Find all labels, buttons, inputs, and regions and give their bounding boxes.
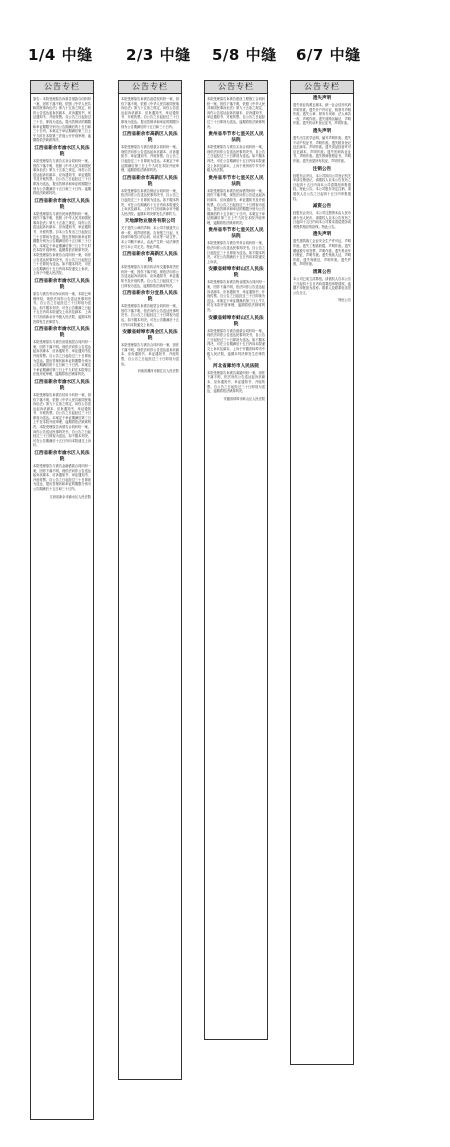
notice-section <box>33 327 91 377</box>
notice-signature: 江西省新余市渝水区人民法院 <box>49 494 91 499</box>
notice-column-3 <box>204 80 268 1040</box>
notice-section <box>33 451 91 492</box>
notice-section <box>33 97 91 143</box>
column-body <box>205 94 267 403</box>
column-body <box>31 94 93 501</box>
notice-text: 遗失建筑施工企业安全生产许可证，声明作废。遗失工程款收据，声明作废。遗失增值税专用发票，声明作废。遗失机动车行驶证，声明作废。遗失残疾人证，声明作废。遗失驾驶证，声明作废。遗失护照，声明作废。 <box>293 239 351 267</box>
notice-title: 河北省廊坊市人民法院 <box>213 363 259 369</box>
column-heading-3: 5/8 中缝 <box>212 46 277 64</box>
column-header: 公告专栏 <box>119 81 181 94</box>
notice-text: 本院受理原告与被告借款合同纠纷一案，现依法向你公告送达起诉状副本、应诉通知书、举证通知书、开庭传票。自公告之日起经过三十日即视为送达。本案定于举证期满后第三日上午九时在本院开庭审理，逾期将依法缺席判决。 <box>121 145 179 173</box>
notice-text: 本院受理原告诉被告物业服务合同纠纷一案，因你下落不明，依法向你公告送达起诉状副本、应诉通知书、举证通知书、开庭传票。自公告之日起经过三十日即视为送达。本案定于举证期满后第三日上午九时在本院开庭审理，逾期将依法缺席判决。 <box>207 280 265 312</box>
notice-text: 本院受理原告与被告劳务合同纠纷一案，依法向你公告送达民事判决书。自公告之日起经过三十日即视为送达。如不服本判决，可在公告期满后十五日内向本院递交上诉状。 <box>207 241 265 264</box>
notice-title: 注销公告 <box>312 166 332 172</box>
notice-section <box>293 204 351 229</box>
notice-text: 本院受理原告与被告借款合同纠纷一案，现依法向你公告送达民事判决书，自公告之日起经过三十日即视为送达。如不服本判决，可在公告期满后十五日内向本院递交上诉状及副本，上诉于安徽省蚌埠市中级人民法院，逾期本判决即发生法律效力。 <box>207 328 265 361</box>
notice-text: 本院受理原告与被告买卖合同纠纷一案，因你下落不明，依照《中华人民共和国民事诉讼法》第九十五条之规定，向你公告送达起诉状副本、应诉通知书、举证通知书及开庭传票。自公告之日起经过三十日即视为送达，提出答辩状和举证的期限分别为公告期满后十五日和三十日内。逾期将依法缺席判决。 <box>33 158 91 196</box>
notice-section <box>33 279 91 324</box>
notice-section <box>207 316 265 361</box>
notice-section <box>121 176 179 217</box>
notice-title: 江西省新余市分宜县人民法院 <box>122 291 178 303</box>
notice-title: 江西省新余市渝水区人民法院 <box>34 198 90 210</box>
notice-text: 本院受理原告诉被告追偿权纠纷一案，因你下落不明，依照《中华人民共和国民事诉讼法》第九十五条之规定，向你公告送达起诉状副本、应诉通知书、举证通知书、开庭传票。自公告之日起经过三十日即视为送达。提出答辩状和举证的期限分别为公告期满后的十五日和三十日内。 <box>121 97 179 129</box>
notice-column-4 <box>290 80 354 1065</box>
notice-section <box>33 380 91 448</box>
notice-section <box>293 96 351 126</box>
notice-title: 江西省新余市高新区人民法院 <box>122 132 178 144</box>
notice-section <box>33 199 91 276</box>
notice-section <box>121 330 179 366</box>
notice-text: 本院受理原告诉被告租赁合同纠纷一案，因你下落不明，依法向你公告送达民事判决书。自公告之日起经过三十日即视为送达。如不服本判决，可在公告期满后十五日内向本院递交上诉状。 <box>121 304 179 327</box>
notice-title: 江西省新余市渝水区人民法院 <box>34 145 90 157</box>
notice-text: 本院受理原告诉被告信用卡纠纷一案，因你下落不明，依照《中华人民共和国民事诉讼法》第九十五条之规定，向你公告送达起诉状副本、应诉通知书、举证通知书、开庭传票。自公告之日起经过三十日即视为送达。本案定于举证期满后第三日上午在本院开庭审理，逾期将依法缺席判决。本院受理原告诉被告合同纠纷一案，向你公告送达民事判决书，自公告之日起经过三十日即视为送达。如不服本判决，可在公告期满后十五日内向本院递交上诉状。 <box>33 392 91 448</box>
notice-title: 江西省新余市渝水区人民法院 <box>34 279 90 290</box>
notice-section <box>121 132 179 173</box>
notice-title: 安徽省蚌埠市蚌山区人民法院 <box>208 267 264 279</box>
notice-section <box>121 219 179 249</box>
notice-title: 江西省新余市渝水区人民法院 <box>34 451 90 463</box>
notice-title: 江西省新余市渝水区人民法院 <box>34 379 90 391</box>
notice-title: 贵州省毕节市七星关区人民法院 <box>208 228 264 240</box>
notice-title: 江西省新余市渝水区人民法院 <box>34 327 90 339</box>
notice-title: 贵州省毕节市七星关区人民法院 <box>208 132 264 144</box>
notice-section <box>121 291 179 327</box>
column-header: 公告专栏 <box>291 81 353 94</box>
notice-section <box>207 176 265 226</box>
notice-text: 本院受理原告诉被告建设工程施工合同纠纷一案，因你下落不明，依照《中华人民共和国民事诉讼法》第九十五条之规定，向你公告送达起诉状副本、应诉通知书、举证通知书、开庭传票。自公告之日起经过三十日即视为送达，逾期将依法缺席判决。 <box>207 97 265 129</box>
notice-section <box>121 252 179 288</box>
column-header: 公告专栏 <box>205 81 267 94</box>
notice-text: 关于遗失公章的声明：本公司不慎遗失公章一枚，现声明作废。自登报之日起，凡持该印章签订的合同、协议等一切文件，本公司概不承认，由此产生的一切法律责任与本公司无关。特此声明。 <box>121 226 179 249</box>
notice-signature: 特此公告 <box>338 298 351 303</box>
notice-section <box>207 132 265 173</box>
notice-text: 本院受理原告诉被告保证合同纠纷一案，依法向你公告送达民事判决书，自公告之日起经过三十日即视为送达。如不服本判决，可在公告期满后十五日内向本院递交上诉状及副本，上诉于江西省新余市中级人民法院。逾期本判决即发生法律效力。 <box>121 188 179 216</box>
notice-section <box>121 97 179 129</box>
notice-section <box>207 364 265 394</box>
notice-title: 安徽省蚌埠市蚌山区人民法院 <box>208 315 264 327</box>
notice-title: 江西省新余市高新区人民法院 <box>122 252 178 264</box>
notice-text: 遗失营业执照正副本，统一社会信用代码声明作废。遗失开户许可证，核准号声明作废。遗失公章、财务专用章、法人章各一枚，声明作废。遗失道路运输证，声明作废。遗失机动车登记证书，声明作废。 <box>293 103 351 126</box>
notice-text: 遗失出生医学证明，编号声明作废。遗失不动产权证书，声明作废。遗失税务登记证正副本，声明作废。遗失食品经营许可证正副本，声明作废。遗失医师执业证书，声明作废。遗失教师资格证书，声明作废。遗失房屋所有权证，声明作废。 <box>293 135 351 163</box>
notice-text: 原告：本院受理原告诉被告借款合同纠纷一案，因你下落不明，依照《中华人民共和国民事诉讼法》第九十五条之规定，向你公告送达起诉状副本、应诉通知书、举证通知书、开庭传票。自公告之日起经过三十日，即视为送达。提出答辩状的期限和举证期限分别为公告期满后的十五日和三十日内。本案定于举证期满后第三日上午九时在本院第三法庭公开开庭审理，逾期将依法缺席判决。 <box>33 97 91 143</box>
notice-section <box>207 228 265 264</box>
notice-text: 经股东会决议，本公司拟向公司登记机关申请注销登记，请债权人自本公告发布之日起四十五日内向本公司清算组申报债权。特此公告。本公司股东决定注销，请债权人自公告之日起四十五日内申报债权。 <box>293 173 351 201</box>
notice-title: 遗失声明 <box>312 128 332 134</box>
notice-title: 安徽省蚌埠市禹会区人民法院 <box>122 330 178 342</box>
notice-text: 原告与被告劳动争议纠纷一案，本院已审理终结，现依法向你公告送达民事判决书。自公告之日起经过三十日即视为送达。如不服本判决，可在公告期满之日起十五日内向本院递交上诉状及副本，上诉于江西省新余市中级人民法院，逾期本判决即发生法律效力。 <box>33 292 91 324</box>
notice-text: 本院受理原告诉被告民间借贷纠纷一案，因你下落不明，现依法向你公告送达起诉状副本、应诉通知书、举证通知书及开庭传票。自公告之日起经过三十日即视为送达。提出答辩状和举证的期限分别为公告期满后的十五日和三十日内。本案定于举证期满后第三日上午九时在本院开庭审理，逾期将依法缺席判决。 <box>207 188 265 225</box>
notice-text: 本公司已成立清算组，请债权人自本公告之日起四十五日内向清算组申报债权，逾期不申报视为放弃。联系人及联系电话见公告全文。 <box>293 277 351 295</box>
column-body <box>291 94 353 305</box>
notice-title: 天地源物业服务有限公司 <box>124 219 176 225</box>
column-heading-4: 6/7 中缝 <box>296 46 361 64</box>
notice-section <box>33 146 91 196</box>
notice-title: 减资公告 <box>312 204 332 210</box>
notice-text: 本院受理原告与被告买卖合同纠纷一案，现依法向你公告送达民事判决书，自公告之日起经过三十日即视为送达。如不服本判决，可在公告期满后十五日内向本院递交上诉状及副本，上诉于贵州省毕节市中级人民法院。 <box>207 145 265 173</box>
notice-title: 江西省新余市高新区人民法院 <box>122 175 178 187</box>
notice-section <box>293 129 351 164</box>
column-body <box>119 94 181 376</box>
notice-signature: 安徽省蚌埠市蚌山区人民法院 <box>223 396 265 401</box>
notice-section <box>207 97 265 129</box>
notice-signature: 河南省漯河市源汇区人民法院 <box>137 369 179 374</box>
notice-text: 本院受理原告诉被告离婚纠纷一案，因你下落不明，依法向你公告送达起诉状副本、应诉通知书、举证通知书、开庭传票。自公告之日起经过三十日即视为送达，逾期将依法缺席判决。 <box>207 370 265 394</box>
notice-section <box>207 267 265 312</box>
column-header: 公告专栏 <box>31 81 93 94</box>
notice-text: 本院受理原告与被告金融借款合同纠纷一案，因你下落不明，现依法向你公告送达起诉状副本、应诉通知书、举证通知书、开庭传票。自公告之日起经过三十日即视为送达，提出答辩状和举证的期限分别为公告期满后十五日和三十日内。 <box>33 464 91 491</box>
notice-title: 贵州省毕节市七星关区人民法院 <box>208 175 264 187</box>
notice-title: 遗失声明 <box>312 96 332 101</box>
notice-text: 本院受理原告与被告民间借贷纠纷一案，因你下落不明，依照《中华人民共和国民事诉讼法》第九十五条之规定，向你公告送达起诉状副本、应诉通知书、举证通知书、开庭传票。自本公告发出之日起经过三十日即视为送达。提出答辩状和举证的期限分别为公告期满后的十五日和三十日内。本案定于举证期满后第三日上午九时在本院开庭审理，逾期将依法缺席判决。本院受理原告诉被告合同纠纷一案，向你公告送达民事判决书，自公告之日起经过三十日即视为送达。如不服本判决，可在公告期满后十五日内向本院递交上诉状，上诉于中级人民法院。 <box>33 211 91 276</box>
column-heading-1: 1/4 中缝 <box>28 46 93 64</box>
notice-title: 遗失声明 <box>312 232 332 238</box>
notice-title: 清算公告 <box>312 270 332 276</box>
notice-section <box>293 232 351 267</box>
notice-text: 本院受理原告与被告机动车交通事故责任纠纷一案，因你下落不明，现依法向你公告送达起诉状副本、应诉通知书、举证通知书及开庭传票。自公告之日起经过三十日即视为送达，逾期将依法缺席判决。 <box>121 265 179 288</box>
notice-column-2 <box>118 80 182 1080</box>
notice-text: 本院受理原告与被告房屋租赁合同纠纷一案，因你下落不明，现依法向你公告送达起诉状副本、应诉通知书、举证通知书及开庭传票。自公告之日起经过三十日即视为送达。提出答辩状和举证的期限分别为公告期满后的十五日和三十日内。本案定于举证期满后第三日上午九时在本院第五法庭开庭审理，逾期将依法缺席判决。 <box>33 340 91 377</box>
notice-section <box>293 270 351 295</box>
notice-text: 本院受理原告与被告合同纠纷一案，因你下落不明，现依法向你公告送达起诉状副本、应诉通知书、举证通知书、开庭传票，自公告之日起经过三十日即视为送达。 <box>121 343 179 366</box>
column-heading-2: 2/3 中缝 <box>126 46 191 64</box>
notice-text: 经股东会决议，本公司注册资本由人民币减少至人民币，请债权人自本公告发布之日起四十五日内向本公司要求清偿债务或者提供相应的担保。特此公告。 <box>293 211 351 229</box>
notice-column-1 <box>30 80 94 1120</box>
notice-section <box>293 167 351 202</box>
